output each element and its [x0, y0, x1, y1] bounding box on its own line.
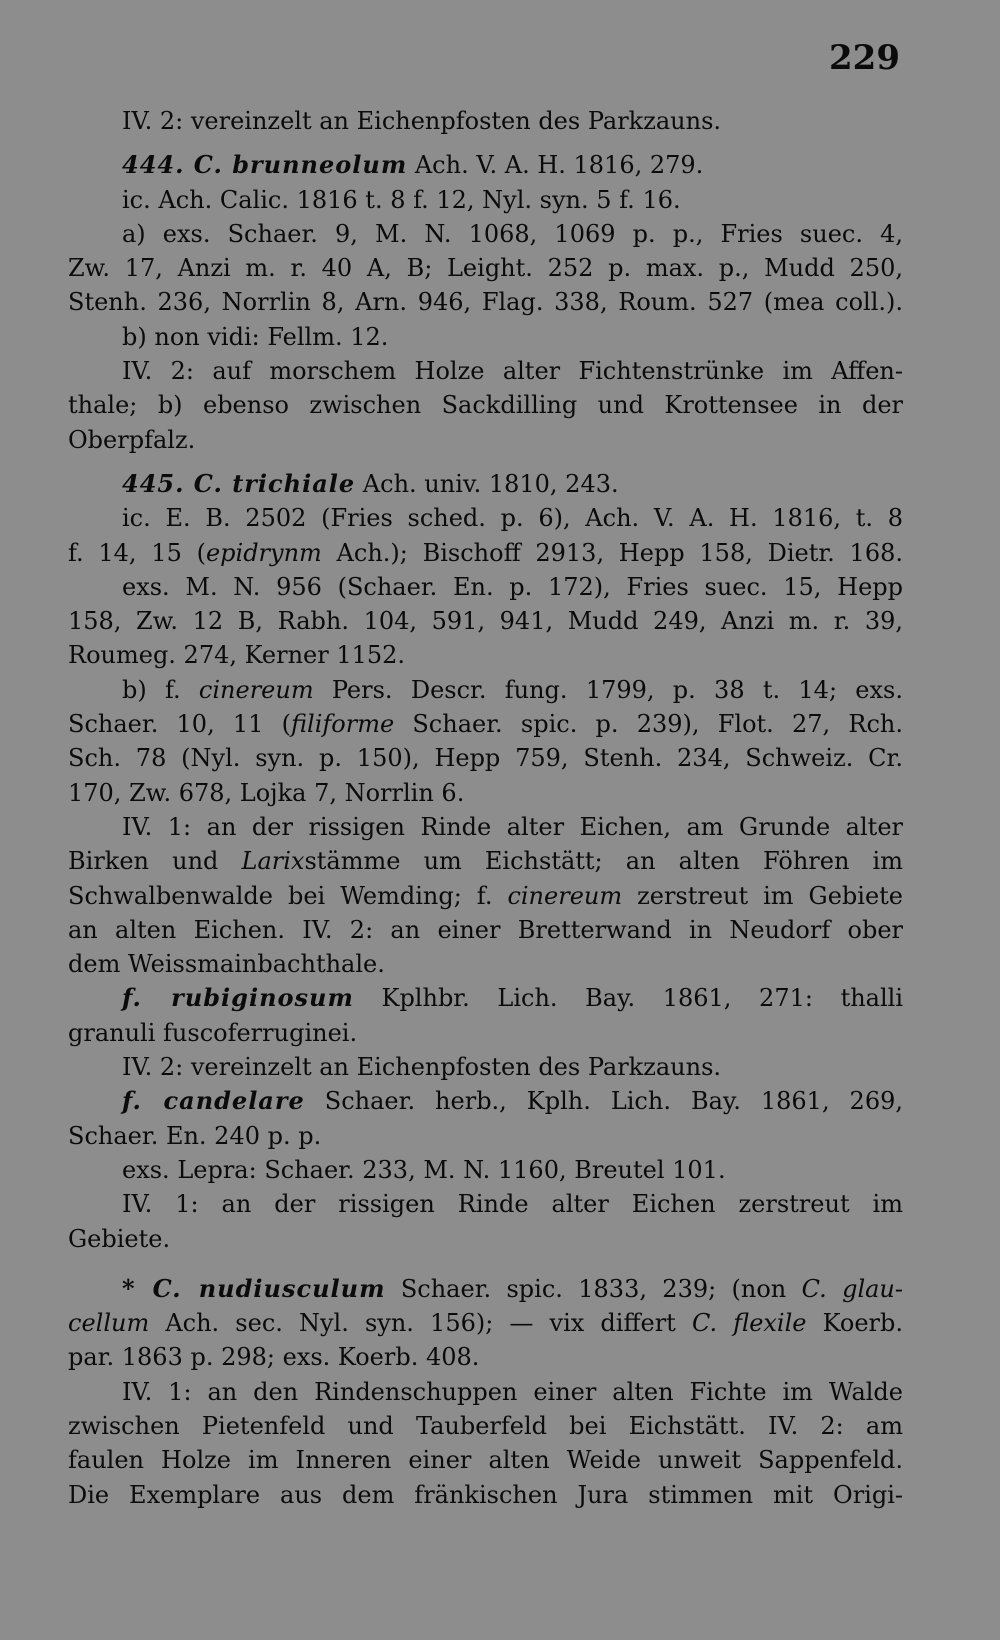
text-line: exs. Lepra: Schaer. 233, M. N. 1160, Breutel 101. [122, 1155, 726, 1184]
species-name: * C. nudiusculum [122, 1273, 386, 1303]
text-line: IV. 1: an den Rindenschuppen einer alten Fichte im Walde [122, 1377, 903, 1406]
text-line: 170, Zw. 678, Lojka 7, Norrlin 6. [68, 778, 465, 807]
form-candelare-heading: f. candelare Schaer. herb., Kplh. Lich. Bay. 1861, 269, [122, 1086, 903, 1116]
form-rubiginosum-heading: f. rubiginosum Kplhbr. Lich. Bay. 1861, 271: thalli [122, 983, 904, 1013]
entry-445-heading: 445. C. trichiale Ach. univ. 1810, 243. [122, 468, 619, 498]
text-line: dem Weissmainbachthale. [68, 950, 385, 979]
text-line: IV. 2: vereinzelt an Eichenpfosten des Parkzauns. [122, 107, 722, 135]
text-line: cellum Ach. sec. Nyl. syn. 156); — vix differt C. flexile Koerb. [68, 1309, 904, 1338]
text-line: Zw. 17, Anzi m. r. 40 A, B; Leight. 252 p. max. p., Mudd 250, [68, 254, 903, 283]
text-line: IV. 2: auf morschem Holze alter Fichtenstrünke im Affen- [122, 357, 903, 386]
text-line: thale; b) ebenso zwischen Sackdilling und Krottensee in der [68, 391, 903, 420]
text-line: f. 14, 15 (epidrynm Ach.); Bischoff 2913, Hepp 158, Dietr. 168. [68, 538, 903, 567]
text-line: Die Exemplare aus dem fränkischen Jura stimmen mit Origi- [68, 1480, 903, 1509]
text-line: IV. 1: an der rissigen Rinde alter Eichen zerstreut im [122, 1190, 903, 1219]
text-line: b) f. cinereum Pers. Descr. fung. 1799, p. 38 t. 14; exs. [122, 675, 903, 704]
text-line: Gebiete. [68, 1224, 171, 1253]
text-line: Birken und Larixstämme um Eichstätt; an alten Föhren im [68, 847, 903, 876]
text-line: faulen Holze im Inneren einer alten Weide unweit Sappenfeld. [68, 1446, 903, 1475]
entry-nudiusculum-heading: * C. nudiusculum Schaer. spic. 1833, 239; (non C. glau- [122, 1273, 903, 1303]
page-number: 229 [829, 38, 900, 78]
text-line: ic. E. B. 2502 (Fries sched. p. 6), Ach. V. A. H. 1816, t. 8 [122, 504, 903, 533]
page-body [68, 104, 903, 1512]
text-line: Sch. 78 (Nyl. syn. p. 150), Hepp 759, Stenh. 234, Schweiz. Cr. [68, 744, 903, 773]
form-name: f. rubiginosum [122, 983, 354, 1013]
text-line: Schaer. 10, 11 (filiforme Schaer. spic. p. 239), Flot. 27, Rch. [68, 710, 903, 739]
text-line: Oberpfalz. [68, 425, 196, 454]
text-line: Schwalbenwalde bei Wemding; f. cinereum zerstreut im Gebiete [68, 881, 904, 910]
text-line: exs. M. N. 956 (Schaer. En. p. 172), Fries suec. 15, Hepp [122, 572, 903, 601]
species-name: 444. C. brunneolum [122, 150, 408, 180]
text-line: IV. 2: vereinzelt an Eichenpfosten des Parkzauns. [122, 1053, 722, 1082]
text-line: an alten Eichen. IV. 2: an einer Bretterwand in Neudorf ober [68, 915, 903, 944]
entry-444-heading: 444. C. brunneolum Ach. V. A. H. 1816, 279. [122, 150, 704, 180]
text-line: ic. Ach. Calic. 1816 t. 8 f. 12, Nyl. syn. 5 f. 16. [122, 185, 681, 214]
text-line: par. 1863 p. 298; exs. Koerb. 408. [68, 1343, 480, 1372]
text-line: Stenh. 236, Norrlin 8, Arn. 946, Flag. 338, Roum. 527 (mea coll.). [68, 288, 903, 317]
text-line: a) exs. Schaer. 9, M. N. 1068, 1069 p. p., Fries suec. 4, [122, 219, 903, 248]
text-line: Roumeg. 274, Kerner 1152. [68, 641, 406, 670]
text-line: Schaer. En. 240 p. p. [68, 1121, 322, 1150]
species-name: 445. C. trichiale [122, 468, 356, 498]
text-line: IV. 1: an der rissigen Rinde alter Eichen, am Grunde alter [122, 812, 903, 841]
text-line: b) non vidi: Fellm. 12. [122, 322, 389, 351]
text-line: zwischen Pietenfeld und Tauberfeld bei Eichstätt. IV. 2: am [68, 1411, 903, 1440]
form-name: f. candelare [122, 1086, 305, 1116]
text-line: granuli fuscoferruginei. [68, 1018, 358, 1047]
text-line: 158, Zw. 12 B, Rabh. 104, 591, 941, Mudd 249, Anzi m. r. 39, [68, 607, 903, 636]
